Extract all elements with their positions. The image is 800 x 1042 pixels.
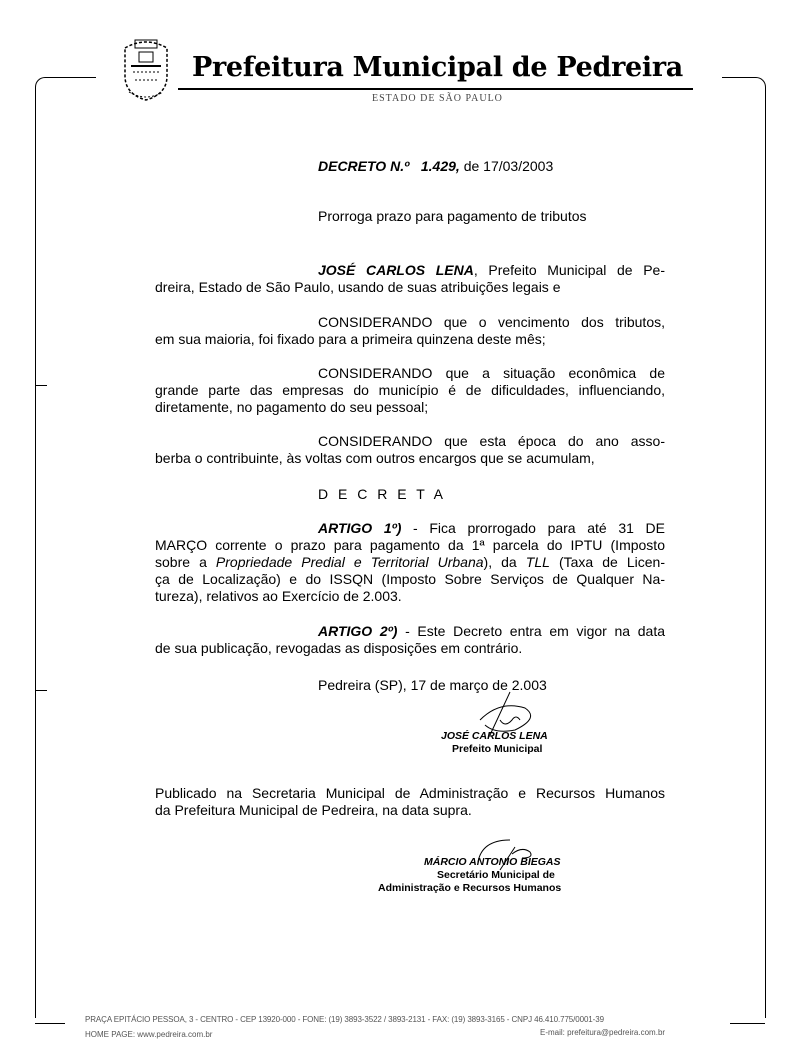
bottom-right-rule [730, 1017, 765, 1024]
left-border [35, 77, 96, 1018]
bottom-left-rule [35, 1017, 65, 1024]
mayor-signature-role: Prefeito Municipal [452, 743, 543, 755]
publication-line: Publicado na Secretaria Municipal de Administração e Recursos Humanos [155, 785, 665, 801]
decreta-heading: D E C R E T A [318, 486, 446, 502]
article-1-line: tureza), relativos ao Exercício de 2.003. [155, 588, 402, 604]
text: TLL [525, 554, 550, 570]
decree-label: DECRETO N.º [318, 158, 410, 174]
secretary-signature-role: Secretário Municipal de [437, 869, 555, 881]
article-2-label: ARTIGO 2º) [318, 623, 398, 639]
text: - Fica prorrogado para até 31 DE [401, 520, 665, 536]
considerando-line: diretamente, no pagamento do seu pessoal; [155, 399, 429, 415]
footer-homepage: HOME PAGE: www.pedreira.com.br [85, 1030, 213, 1039]
right-border [722, 77, 766, 1018]
preamble-line: dreira, Estado de São Paulo, usando de suas atribuições legais e [155, 279, 561, 295]
article-1-line: MARÇO corrente o prazo para pagamento da 1ª parcela do IPTU (Imposto [155, 537, 665, 553]
mayor-name: JOSÉ CARLOS LENA [318, 262, 474, 278]
text: (Taxa de Licen- [549, 554, 665, 570]
decree-summary: Prorroga prazo para pagamento de tributos [318, 208, 587, 224]
punch-mark [35, 690, 47, 691]
considerando-line: CONSIDERANDO que o vencimento dos tributos, [318, 314, 665, 330]
considerando-line: berba o contribuinte, às voltas com outros encargos que se acumulam, [155, 450, 595, 466]
text: ), da [483, 554, 526, 570]
text: - Este Decreto entra em vigor na data [397, 623, 665, 639]
article-2-line [318, 623, 665, 640]
decree-title [318, 158, 553, 175]
decree-date: de 17/03/2003 [463, 158, 554, 174]
article-1-label: ARTIGO 1º) [318, 520, 402, 536]
article-2-line: de sua publicação, revogadas as disposições em contrário. [155, 640, 523, 656]
header-rule [178, 88, 693, 90]
text: Propriedade Predial e Territorial Urbana [215, 554, 484, 570]
punch-mark [35, 385, 47, 386]
preamble-line [318, 262, 665, 279]
considerando-line: em sua maioria, foi fixado para a primeira quinzena deste mês; [155, 331, 546, 347]
footer-address: PRAÇA EPITÁCIO PESSOA, 3 - CENTRO - CEP 13920-000 - FONE: (19) 3893-3522 / 3893-2131 - FAX: (19) 3893-3165 - CNPJ 46.410.775/0001-39 [85, 1015, 604, 1024]
footer-email: E-mail: prefeitura@pedreira.com.br [540, 1028, 666, 1037]
secretary-signature-name: MÁRCIO ANTONIO BIEGAS [424, 856, 561, 868]
decree-number: 1.429, [420, 158, 460, 174]
publication-line: da Prefeitura Municipal de Pedreira, na data supra. [155, 802, 472, 818]
header-subtitle: ESTADO DE SÃO PAULO [372, 93, 503, 104]
considerando-line: CONSIDERANDO que a situação econômica de [318, 365, 665, 381]
header-title: Prefeitura Municipal de Pedreira [192, 52, 683, 83]
place-date: Pedreira (SP), 17 de março de 2.003 [318, 677, 547, 693]
article-1-line: ça de Localização) e do ISSQN (Imposto Sobre Serviços de Qualquer Na- [155, 571, 665, 587]
secretary-signature-department: Administração e Recursos Humanos [378, 882, 562, 894]
text: sobre a [155, 554, 216, 570]
text: , Prefeito Municipal de Pe- [473, 262, 665, 278]
article-1-line [155, 554, 665, 571]
considerando-line: CONSIDERANDO que esta época do ano asso- [318, 433, 665, 449]
mayor-signature-name: JOSÉ CARLOS LENA [441, 730, 548, 742]
considerando-line: grande parte das empresas do município é de dificuldades, influenciando, [155, 382, 665, 398]
article-1-line [318, 520, 665, 537]
municipal-crest-logo [115, 36, 177, 104]
